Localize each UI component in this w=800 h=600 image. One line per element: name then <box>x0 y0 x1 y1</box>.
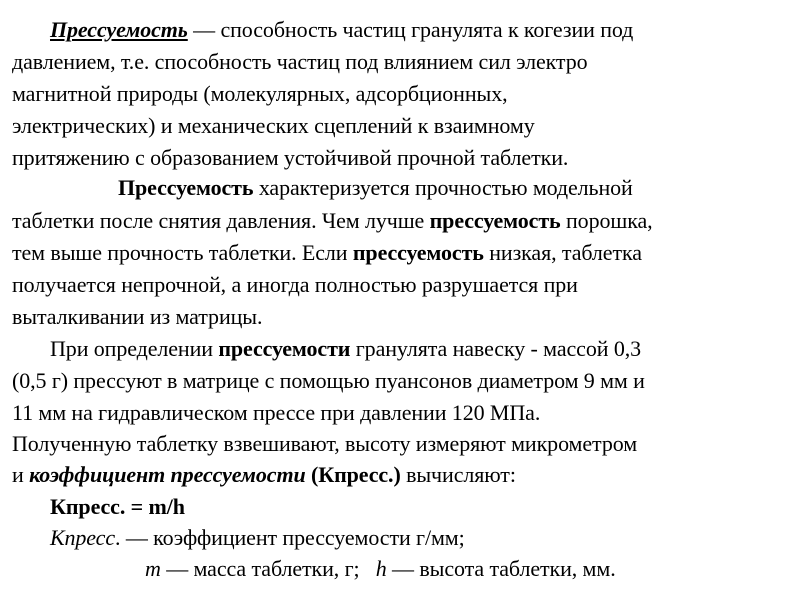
term-bold: прессуемость <box>352 240 484 265</box>
paragraph-2-line-3 <box>12 241 792 265</box>
symbol-m: m <box>145 556 161 581</box>
text: — способность частиц гранулята к когезии под <box>187 17 634 42</box>
paragraph-2-line-4: получается непрочной, а иногда полностью разрушается при <box>12 272 578 297</box>
paragraph-1-line-4: электрических) и механических сцеплений к взаимному <box>12 113 535 138</box>
term-pressability-underlined: Прессуемость <box>50 17 188 42</box>
paragraph-3-line-2: (0,5 г) прессуют в матрице с помощью пуансонов диаметром 9 мм и <box>12 368 645 393</box>
symbol-h: h <box>375 556 387 581</box>
paragraph-3-line-5 <box>12 463 792 487</box>
paragraph-1-line-1 <box>50 18 790 42</box>
paragraph-1-line-3: магнитной природы (молекулярных, адсорбционных, <box>12 81 508 106</box>
paragraph-2-line-1 <box>118 176 790 200</box>
paragraph-1-line-5: притяжению с образованием устойчивой прочной таблетки. <box>12 145 569 170</box>
text: При определении <box>50 336 219 361</box>
formula-variables <box>145 557 785 581</box>
text: низкая, таблетка <box>483 240 642 265</box>
paragraph-2-line-2 <box>12 209 792 233</box>
text: порошка, <box>560 208 653 233</box>
text: — масса таблетки, г; <box>160 556 376 581</box>
text: — высота таблетки, мм. <box>386 556 616 581</box>
paragraph-2-line-5: выталкивании из матрицы. <box>12 304 263 329</box>
text: и <box>12 462 30 487</box>
text: тем выше прочность таблетки. Если <box>12 240 353 265</box>
paragraph-3-line-1 <box>50 337 790 361</box>
symbol-kpress: Кпресс <box>50 525 116 550</box>
text: характеризуется прочностью модельной <box>253 175 633 200</box>
formula-definition <box>50 526 790 550</box>
formula: Кпресс. = m/h <box>50 494 185 519</box>
text: таблетки после снятия давления. Чем лучше <box>12 208 430 233</box>
paragraph-3-line-3: 11 мм на гидравлическом прессе при давлении 120 МПа. <box>12 400 541 425</box>
paragraph-3-line-4: Полученную таблетку взвешивают, высоту измеряют микрометром <box>12 431 638 456</box>
term-pressability-bold: Прессуемость <box>118 175 254 200</box>
text: вычисляют: <box>400 462 516 487</box>
text: . — коэффициент прессуемости г/мм; <box>115 525 465 550</box>
text: гранулята навеску - массой 0,3 <box>350 336 642 361</box>
term-coefficient: коэффициент прессуемости <box>29 462 306 487</box>
term-bold: прессуемости <box>218 336 351 361</box>
term-abbreviation: (Кпресс.) <box>311 462 401 487</box>
paragraph-1-line-2: давлением, т.е. способность частиц под влиянием сил электро <box>12 49 588 74</box>
term-bold: прессуемость <box>429 208 561 233</box>
